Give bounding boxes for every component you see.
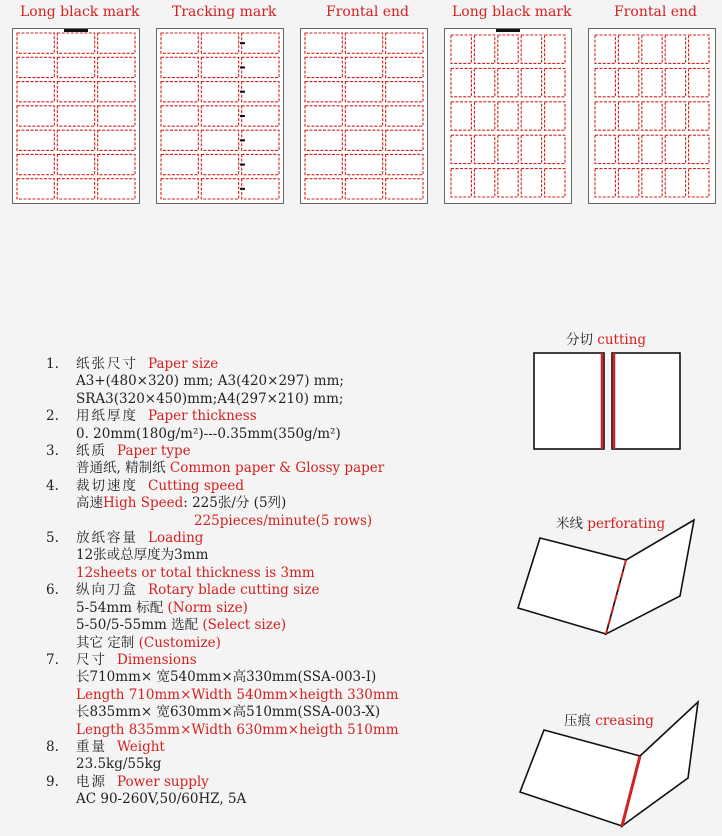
label-cell	[345, 179, 382, 199]
label-cell	[498, 169, 518, 197]
spec-value-text: 5-50/5-55mm 选配	[76, 617, 203, 634]
label-cell	[386, 130, 423, 150]
spec-value-text: (Customize)	[138, 634, 221, 651]
spec-value-line	[76, 791, 516, 808]
spec-value-text: High Speed	[103, 495, 184, 512]
label-cell	[386, 106, 423, 126]
spec-heading-en: Paper size	[148, 356, 219, 372]
label-cell	[474, 169, 494, 197]
spec-value-text: Length 710mm×Width 540mm×heigth 330mm	[76, 686, 399, 703]
label-cell	[17, 33, 54, 53]
spec-heading	[76, 356, 516, 373]
creasing-label-zh: 压痕	[564, 713, 591, 729]
spec-list	[46, 356, 516, 809]
perforating-label-zh: 米线	[556, 516, 583, 532]
label-cell	[242, 57, 279, 77]
label-cell	[17, 106, 54, 126]
spec-number: 1.	[46, 356, 59, 372]
spec-heading-zh: 放纸容量	[76, 530, 138, 547]
spec-value-line	[76, 669, 516, 686]
sheet-layout-5	[588, 28, 716, 204]
label-cell	[161, 57, 198, 77]
spec-heading-en: Paper thickness	[148, 408, 257, 425]
spec-value-text: : 225张/分 (5列)	[183, 495, 287, 512]
label-cell	[305, 130, 342, 150]
label-cell	[305, 82, 342, 102]
label-cell	[665, 35, 685, 63]
label-cell	[474, 68, 494, 96]
layout-label-3: Frontal end	[326, 4, 410, 20]
spec-item	[46, 356, 516, 408]
label-cell	[345, 130, 382, 150]
label-cell	[595, 169, 615, 197]
label-cell	[161, 82, 198, 102]
label-cell	[57, 179, 94, 199]
label-cell	[498, 102, 518, 130]
label-cell	[242, 33, 279, 53]
label-cell	[498, 35, 518, 63]
spec-number: 3.	[46, 443, 59, 460]
label-cell	[665, 102, 685, 130]
sheet-drawing	[445, 29, 571, 203]
label-cell	[345, 106, 382, 126]
label-cell	[161, 154, 198, 174]
spec-value-line	[76, 722, 516, 739]
label-cell	[17, 179, 54, 199]
spec-heading-zh: 电源	[76, 773, 107, 790]
label-cell	[57, 82, 94, 102]
spec-heading-en: Cutting speed	[148, 477, 245, 494]
sheet-drawing	[589, 29, 715, 203]
spec-heading	[76, 478, 516, 495]
black-mark	[496, 29, 520, 32]
spec-value-line	[76, 426, 516, 443]
label-cell	[642, 135, 662, 163]
label-cell	[386, 33, 423, 53]
spec-number: 2.	[46, 408, 59, 425]
spec-value-line	[76, 687, 516, 704]
label-cell	[98, 154, 135, 174]
spec-value-line	[76, 704, 516, 721]
label-cell	[618, 68, 638, 96]
spec-item	[46, 478, 516, 530]
label-cell	[201, 179, 238, 199]
spec-heading-en: Rotary blade cutting size	[148, 582, 320, 599]
label-cell	[595, 68, 615, 96]
label-cell	[545, 102, 565, 130]
label-cell	[545, 68, 565, 96]
spec-value-line	[76, 460, 516, 477]
label-cell	[242, 154, 279, 174]
cutting-diagram	[530, 350, 686, 456]
sheet-layout-4	[444, 28, 572, 204]
label-cell	[161, 33, 198, 53]
spec-number: 6.	[46, 582, 59, 599]
label-cell	[57, 33, 94, 53]
creasing-label-en: creasing	[595, 713, 654, 729]
sheet-layout-3	[300, 28, 428, 204]
spec-value-text: 高速	[76, 495, 103, 512]
label-cell	[595, 102, 615, 130]
spec-heading-en: Power supply	[117, 773, 209, 790]
label-cell	[386, 57, 423, 77]
spec-value-line	[76, 565, 516, 582]
spec-heading-en: Paper type	[117, 443, 191, 460]
tracking-mark	[240, 164, 245, 166]
label-cell	[98, 57, 135, 77]
layout-label-4: Long black mark	[452, 4, 572, 20]
label-cell	[689, 35, 709, 63]
label-cell	[665, 68, 685, 96]
spec-value-text: AC 90-260V,50/60HZ, 5A	[76, 791, 247, 808]
spec-value-text: (Select size)	[202, 617, 287, 634]
label-cell	[305, 106, 342, 126]
label-cell	[521, 102, 541, 130]
label-cell	[665, 135, 685, 163]
label-cell	[201, 82, 238, 102]
label-cell	[57, 130, 94, 150]
label-cell	[242, 130, 279, 150]
spec-value-text: 5-54mm 标配	[76, 599, 168, 616]
label-cell	[98, 130, 135, 150]
label-cell	[17, 154, 54, 174]
label-cell	[689, 102, 709, 130]
spec-value-text: 其它 定制	[76, 634, 139, 651]
spec-value-text: (Norm size)	[167, 599, 248, 616]
creasing-diagram	[510, 700, 710, 830]
spec-heading-zh: 用纸厚度	[76, 408, 138, 425]
sheet-drawing	[13, 29, 139, 203]
label-cell	[201, 106, 238, 126]
spec-heading	[76, 530, 516, 547]
label-cell	[386, 154, 423, 174]
spec-item	[46, 739, 516, 774]
perforating-diagram	[510, 514, 710, 640]
spec-value-text: 225pieces/minute(5 rows)	[194, 512, 373, 529]
spec-heading	[76, 408, 516, 425]
label-cell	[98, 33, 135, 53]
spec-number: 5.	[46, 530, 59, 547]
label-cell	[595, 135, 615, 163]
label-cell	[665, 169, 685, 197]
spec-item	[46, 652, 516, 739]
label-cell	[242, 82, 279, 102]
label-cell	[17, 130, 54, 150]
spec-heading-en: Weight	[117, 738, 165, 755]
label-cell	[642, 169, 662, 197]
label-cell	[595, 35, 615, 63]
spec-heading	[76, 582, 516, 599]
label-cell	[386, 179, 423, 199]
spec-heading-zh: 尺寸	[76, 651, 107, 668]
spec-heading-en: Dimensions	[117, 651, 197, 668]
label-cell	[545, 169, 565, 197]
label-cell	[521, 135, 541, 163]
spec-item	[46, 530, 516, 582]
label-cell	[474, 102, 494, 130]
label-cell	[305, 154, 342, 174]
tracking-mark	[240, 42, 245, 44]
spec-heading-zh: 纸张尺寸	[76, 356, 138, 372]
spec-heading-zh: 裁切速度	[76, 477, 138, 494]
spec-value-text: 12sheets or total thickness is 3mm	[76, 564, 315, 581]
spec-value-line	[76, 495, 516, 512]
spec-number: 8.	[46, 738, 59, 755]
label-cell	[161, 106, 198, 126]
label-cell	[57, 57, 94, 77]
label-cell	[618, 35, 638, 63]
sheet-drawing	[301, 29, 427, 203]
spec-value-text: 长835mm× 宽630mm×高510mm(SSA-003-X)	[76, 704, 381, 721]
spec-heading	[76, 774, 516, 791]
label-cell	[57, 154, 94, 174]
tracking-mark	[240, 139, 245, 141]
label-cell	[345, 33, 382, 53]
label-cell	[642, 35, 662, 63]
cutting-label	[566, 328, 646, 348]
label-cell	[345, 57, 382, 77]
sheet-layout-2	[156, 28, 284, 204]
label-cell	[618, 102, 638, 130]
cutting-label-en: cutting	[597, 332, 647, 348]
cutting-label-zh: 分切	[566, 332, 593, 348]
tracking-mark	[240, 91, 245, 93]
spec-value-text: 0. 20mm(180g/m²)---0.35mm(350g/m²)	[76, 425, 341, 442]
label-cell	[57, 106, 94, 126]
sheet-drawing	[157, 29, 283, 203]
label-cell	[201, 154, 238, 174]
label-cell	[618, 169, 638, 197]
label-cell	[545, 35, 565, 63]
black-mark	[64, 29, 88, 32]
spec-value-line	[76, 617, 516, 634]
layout-label-1: Long black mark	[20, 4, 140, 20]
spec-heading	[76, 652, 516, 669]
label-cell	[545, 135, 565, 163]
label-cell	[689, 169, 709, 197]
spec-heading-zh: 纵向刀盒	[76, 582, 138, 599]
label-cell	[345, 82, 382, 102]
label-cell	[451, 169, 471, 197]
label-cell	[451, 135, 471, 163]
label-cell	[17, 82, 54, 102]
layout-label-5: Frontal end	[614, 4, 698, 20]
spec-value-line	[76, 756, 516, 773]
spec-item	[46, 582, 516, 652]
spec-value-text: Length 835mm×Width 630mm×heigth 510mm	[76, 721, 399, 738]
spec-value-text: 12张或总厚度为3mm	[76, 547, 209, 564]
label-cell	[451, 68, 471, 96]
label-cell	[17, 57, 54, 77]
label-cell	[474, 135, 494, 163]
label-cell	[451, 102, 471, 130]
label-cell	[305, 57, 342, 77]
label-cell	[305, 179, 342, 199]
spec-value-text: 普通纸, 精制纸	[76, 460, 170, 477]
tracking-mark	[240, 66, 245, 68]
label-cell	[242, 179, 279, 199]
spec-value-line	[76, 513, 516, 530]
spec-value-text: Common paper & Glossy paper	[169, 460, 385, 477]
label-cell	[161, 130, 198, 150]
tracking-mark	[240, 188, 245, 190]
perforating-label-en: perforating	[587, 516, 666, 532]
label-cell	[474, 35, 494, 63]
spec-value-line	[76, 373, 516, 390]
label-cell	[498, 135, 518, 163]
label-cell	[305, 33, 342, 53]
label-cell	[642, 102, 662, 130]
tracking-mark	[240, 115, 245, 117]
label-cell	[689, 68, 709, 96]
spec-value-text: 长710mm× 宽540mm×高330mm(SSA-003-I)	[76, 669, 377, 686]
label-cell	[521, 35, 541, 63]
spec-heading-zh: 重量	[76, 738, 107, 755]
label-cell	[689, 135, 709, 163]
spec-value-text: SRA3(320×450)mm;A4(297×210) mm;	[76, 390, 344, 407]
label-cell	[521, 68, 541, 96]
label-cell	[161, 179, 198, 199]
label-cell	[642, 68, 662, 96]
spec-heading-en: Loading	[148, 530, 204, 547]
label-cell	[618, 135, 638, 163]
label-cell	[498, 68, 518, 96]
label-cell	[98, 106, 135, 126]
spec-item	[46, 774, 516, 809]
spec-number: 4.	[46, 477, 59, 494]
spec-value-text: 23.5kg/55kg	[76, 756, 162, 773]
label-cell	[521, 169, 541, 197]
label-cell	[98, 82, 135, 102]
label-cell	[345, 154, 382, 174]
label-cell	[201, 33, 238, 53]
label-cell	[386, 82, 423, 102]
spec-heading	[76, 443, 516, 460]
layout-label-2: Tracking mark	[172, 4, 277, 20]
spec-value-line	[76, 391, 516, 408]
label-cell	[451, 35, 471, 63]
label-cell	[201, 57, 238, 77]
spec-number: 7.	[46, 651, 59, 668]
spec-item	[46, 408, 516, 443]
label-cell	[242, 106, 279, 126]
spec-number: 9.	[46, 773, 59, 790]
spec-value-line	[76, 635, 516, 652]
spec-heading	[76, 739, 516, 756]
spec-value-line	[76, 547, 516, 564]
spec-heading-zh: 纸质	[76, 443, 107, 460]
label-cell	[201, 130, 238, 150]
spec-value-line	[76, 600, 516, 617]
label-cell	[98, 179, 135, 199]
spec-item	[46, 443, 516, 478]
spec-value-text: A3+(480×320) mm; A3(420×297) mm;	[76, 373, 344, 390]
sheet-layout-1	[12, 28, 140, 204]
